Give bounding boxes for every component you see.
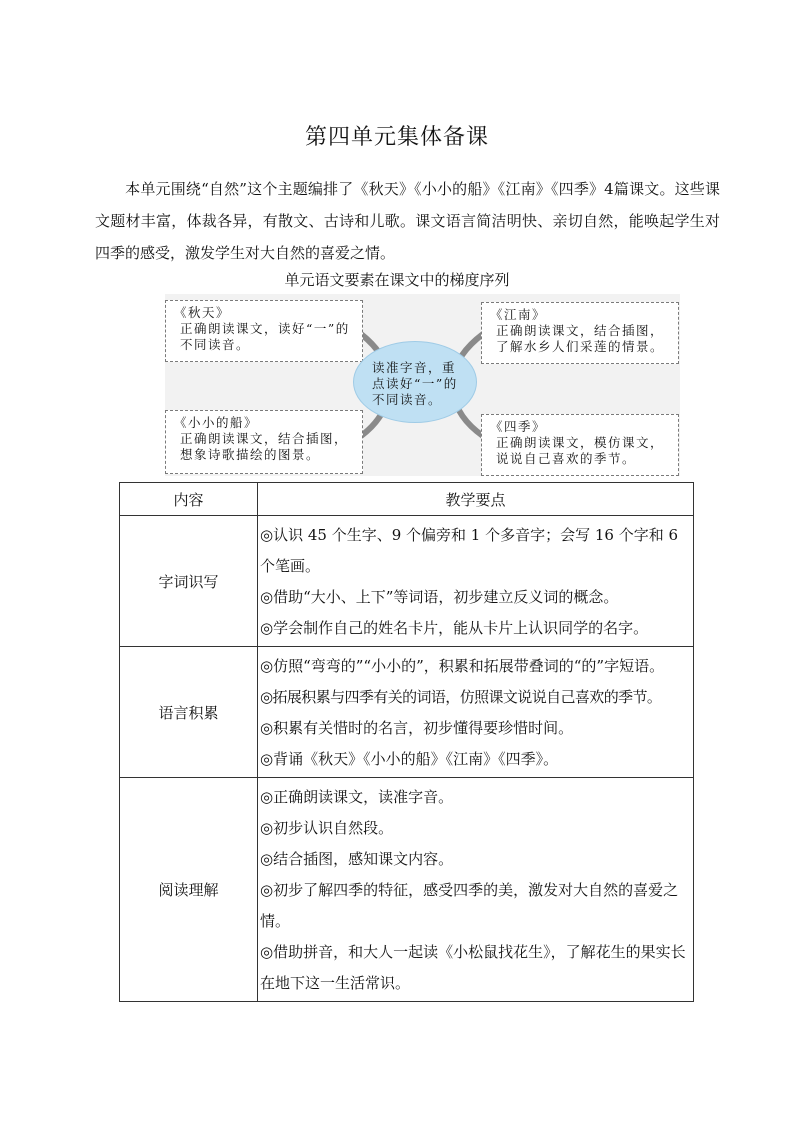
note-title: 《小小的船》 bbox=[174, 415, 259, 430]
note-title: 《秋天》 bbox=[174, 305, 231, 320]
note-xiaoxiao-de-chuan bbox=[165, 410, 363, 474]
row-category: 阅读理解 bbox=[120, 778, 258, 1002]
point-item: ◎仿照“弯弯的”“小小的”，积累和拓展带叠词的“的”字短语。 bbox=[260, 657, 665, 675]
point-item: ◎正确朗读课文，读准字音。 bbox=[260, 788, 454, 806]
point-item: ◎借助拼音，和大人一起读《小松鼠找花生》，了解花生的果实长在地下这一生活常识。 bbox=[260, 943, 686, 992]
table-row bbox=[120, 516, 694, 647]
point-item: ◎借助“大小、上下”等词语，初步建立反义词的概念。 bbox=[260, 588, 619, 606]
point-item: ◎拓展积累与四季有关的词语，仿照课文说说自己喜欢的季节。 bbox=[260, 688, 662, 706]
intro-paragraph bbox=[95, 173, 720, 269]
point-item: ◎学会制作自己的姓名卡片，能从卡片上认识同学的名字。 bbox=[260, 619, 649, 637]
point-item: ◎背诵《秋天》《小小的船》《江南》《四季》。 bbox=[260, 750, 559, 768]
row-points bbox=[258, 516, 694, 647]
teaching-points-table bbox=[119, 482, 694, 1002]
note-title: 《四季》 bbox=[490, 419, 547, 434]
row-category: 字词识写 bbox=[120, 516, 258, 647]
table-row bbox=[120, 647, 694, 778]
page-title: 第四单元集体备课 bbox=[304, 125, 489, 150]
note-body: 正确朗读课文，结合插图，想象诗歌描绘的图景。 bbox=[180, 431, 349, 462]
note-title: 《江南》 bbox=[490, 307, 547, 322]
row-points bbox=[258, 647, 694, 778]
concept-diagram bbox=[165, 294, 680, 476]
header-teaching-points: 教学要点 bbox=[258, 483, 694, 516]
diagram-title: 单元语文要素在课文中的梯度序列 bbox=[284, 271, 510, 289]
row-points bbox=[258, 778, 694, 1002]
point-item: ◎积累有关惜时的名言，初步懂得要珍惜时间。 bbox=[260, 719, 574, 737]
note-body: 正确朗读课文，读好“一”的不同读音。 bbox=[180, 321, 350, 352]
header-content: 内容 bbox=[120, 483, 258, 516]
table-header-row bbox=[120, 483, 694, 516]
note-qiutian bbox=[165, 300, 363, 362]
point-item: ◎结合插图，感知课文内容。 bbox=[260, 850, 454, 868]
note-jiangnan bbox=[481, 302, 679, 364]
center-oval: 读准字音，重点读好“一”的不同读音。 bbox=[353, 341, 477, 423]
intro-text: 本单元围绕“自然”这个主题编排了《秋天》《小小的船》《江南》《四季》4篇课文。这些课文题材丰富，体裁各异，有散文、古诗和儿歌。课文语言简洁明快、亲切自然，能唤起学生对四季的感受，激发学生对大自然的喜爱之情。 bbox=[95, 180, 720, 262]
point-item: ◎认识 45 个生字、9 个偏旁和 1 个多音字；会写 16 个字和 6 个笔画。 bbox=[260, 526, 679, 575]
point-item: ◎初步了解四季的特征，感受四季的美，激发对大自然的喜爱之情。 bbox=[260, 881, 679, 930]
note-siji bbox=[481, 414, 679, 476]
row-category: 语言积累 bbox=[120, 647, 258, 778]
note-body: 正确朗读课文，模仿课文，说说自己喜欢的季节。 bbox=[496, 435, 665, 466]
table-row bbox=[120, 778, 694, 1002]
point-item: ◎初步认识自然段。 bbox=[260, 819, 394, 837]
note-body: 正确朗读课文，结合插图，了解水乡人们采莲的情景。 bbox=[496, 323, 665, 354]
